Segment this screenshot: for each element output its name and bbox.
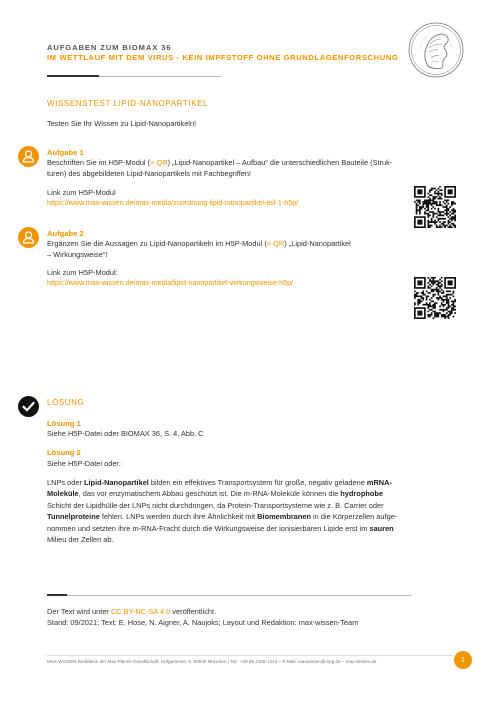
solution-paragraph: LNPs oder Lipid-Nanopartikel bilden ein effektives Transportsystem für große, negativ geladene mRNA- Moleküle, das vor enzymatischem Abbau geschützt ist. Die m-RNA-Moleküle können die hydrophobe Schicht der Lipidhülle der LNPs nicht durchdringen, da Protein-Transportsysteme wie z. B. Carrier oder Tunnelproteine fehlen. LNPs werden durch ihre Ähnlichkeit mit Biomembranen in die Körperzellen aufge- nommen und setzten ihre m-RNA-Fracht durch die Wirkungsweise der ionisierbaren Lipide erst im sauren Milieu der Zellen ab. [47,478,398,545]
task1-title: Aufgabe 1 [47,148,84,157]
solution2-text: Siehe H5P-Datei oder: [47,459,121,468]
header-rule-bold [47,75,99,77]
solution1-text: Siehe H5P-Datei oder BIOMAX 36, S. 4, Abb. C [47,429,204,438]
task2-title: Aufgabe 2 [47,229,84,238]
solution1-title: Lösung 1 [47,419,81,428]
task1-link[interactable]: https://www.max-wissen.de/max-media/zuordnung-lipid-nanopartikel-teil-1-h5p/ [47,198,299,207]
license-text: Der Text wird unter CC BY-NC-SA 4.0 veröffentlicht. [47,607,217,616]
task2-link-label: Link zum H5P-Modul: [47,268,118,277]
person-icon [18,146,39,167]
qr-reference: > QR [266,239,285,248]
license-link[interactable]: CC BY-NC-SA 4.0 [110,607,171,616]
task2-text: Ergänzen Sie die Aussagen zu Lipid-Nanopartikeln im H5P-Modul (> QR) „Lipid-Nanopartikel – Wirkungsweise“! [47,239,351,260]
person-icon [18,227,39,248]
section-heading: WISSENSTEST LIPID-NANOPARTIKEL [47,99,209,108]
qr-reference: > QR [150,158,168,167]
credits-text: Stand: 09/2021; Text: E. Hose, N. Aigner, A. Naujoks; Layout und Redaktion: max-wissen-Team [47,618,359,627]
footer-text: MAX WISSEN Redaktion der Max-Planck-Gesellschaft, Hofgartenstr. 8, 80539 München | Tel.: +49 89 2108-1242 – E-Mail: maxwissen@mpg.de – max-wissen.de [47,659,377,664]
qr-code-icon[interactable] [414,277,456,319]
license-rule-bold [47,594,67,596]
intro-text: Testen Sie Ihr Wissen zu Lipid-Nanopartikeln! [47,119,197,128]
page-number: 1 [454,651,472,669]
license-rule-thin [67,595,412,596]
solution-heading: LÖSUNG [47,398,85,407]
document-title: AUFGABEN ZUM BIOMAX 36 [47,43,172,52]
header-rule-thin [99,76,221,77]
task1-text: Beschriften Sie im H5P-Modul (> QR) „Lipid-Nanopartikel – Aufbau“ die unterschiedlichen Bauteile (Struk- turen) des abgebildeten Lipid-Nanopartikels mit Fachbegriffen! [47,158,393,179]
checkmark-icon [18,396,39,417]
solution2-title: Lösung 2 [47,448,81,457]
document-subtitle: IM WETTLAUF MIT DEM VIRUS - KEIN IMPFSTOFF OHNE GRUNDLAGENFORSCHUNG [47,53,399,62]
task-person-icon [18,227,39,248]
task1-link-label: Link zum H5P-Modul [47,188,116,197]
minerva-seal-icon [408,22,464,78]
qr-code-icon[interactable] [414,186,456,228]
task2-link[interactable]: https://www.max-wissen.de/max-media/lipid-nanopartikel-wirkungsweise-h5p/ [47,278,294,287]
task-person-icon [18,146,39,167]
footer-rule [47,655,452,656]
solution-check-badge [18,396,39,417]
